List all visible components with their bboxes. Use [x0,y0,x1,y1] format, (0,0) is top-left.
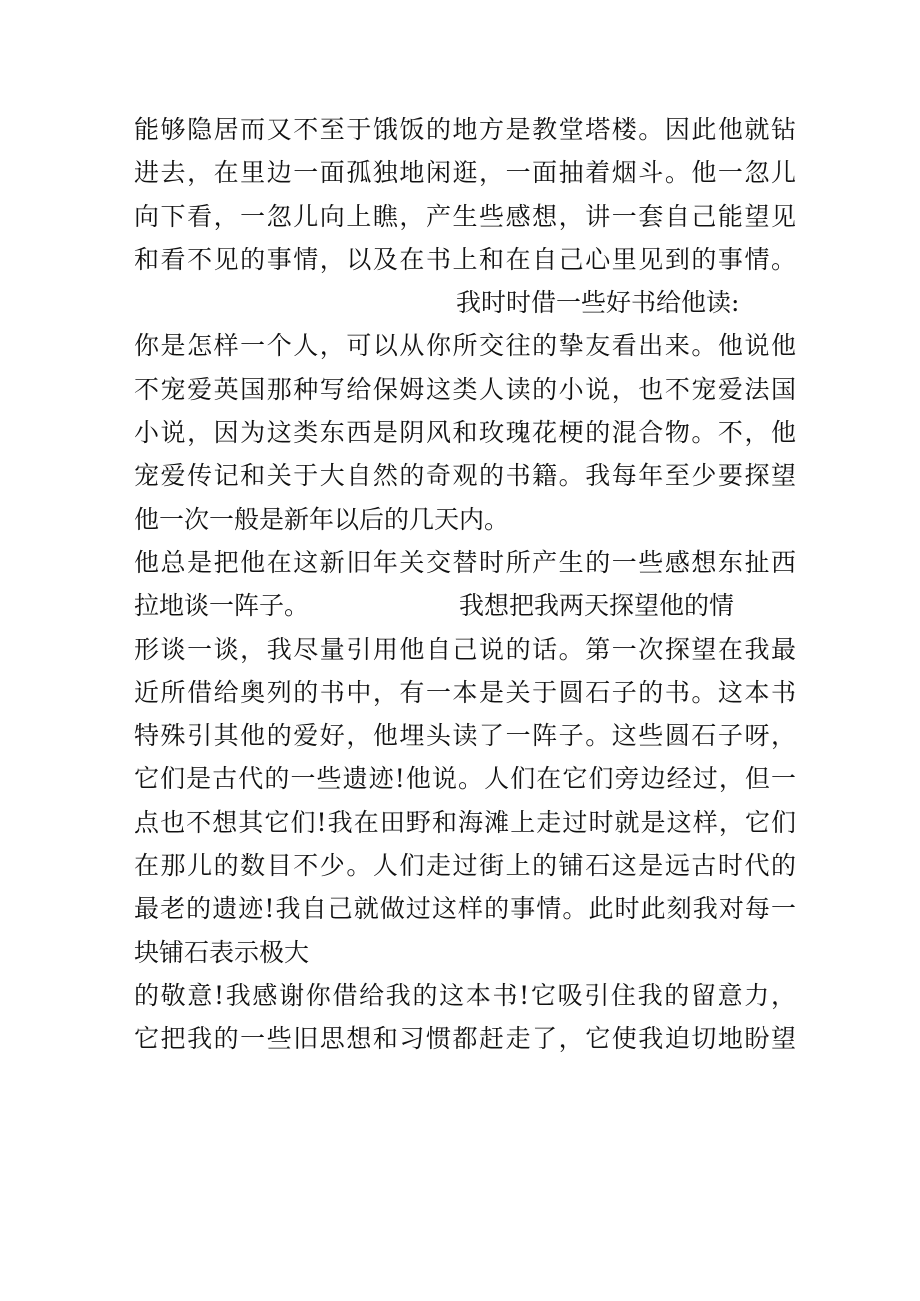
text-line: 在那儿的数目不少。人们走过街上的铺石这是远古时代的 [134,851,796,881]
text-fragment: 拉地谈一阵子。 [134,591,310,621]
text-line: 特殊引其他的爱好，他埋头读了一阵子。这些圆石子呀， [134,721,796,751]
text-line: 最老的遗迹!我自己就做过这样的事情。此时此刻我对每一 [134,894,796,924]
text-line: 它把我的一些旧思想和习惯都赶走了，它使我迫切地盼望 [134,1024,796,1054]
text-line: 的敬意!我感谢你借给我的这本书!它吸引住我的留意力， [134,980,796,1010]
text-line: 向下看，一忽儿向上瞧，产生些感想，讲一套自己能望见 [134,201,796,231]
text-line: 他总是把他在这新旧年关交替时所产生的一些感想东扯西 [134,547,796,577]
text-line: 形谈一谈，我尽量引用他自己说的话。第一次探望在我最 [134,634,796,664]
text-line: 近所借给奥列的书中，有一本是关于圆石子的书。这本书 [134,677,796,707]
text-line: 块铺石表示极大 [134,937,310,967]
text-fragment: 我想把我两天探望他的情 [459,591,735,621]
text-line: 我时时借一些好书给他读: [456,288,740,318]
text-line: 你是怎样一个人，可以从你所交往的挚友看出来。他说他 [134,331,796,361]
text-line: 小说，因为这类东西是阴风和玫瑰花梗的混合物。不，他 [134,418,796,448]
text-line: 和看不见的事情，以及在书上和在自己心里见到的事情。 [134,244,796,274]
text-line: 宠爱传记和关于大自然的奇观的书籍。我每年至少要探望 [134,461,796,491]
text-line: 不宠爱英国那种写给保姆这类人读的小说，也不宠爱法国 [134,374,796,404]
text-line: 它们是古代的一些遗迹!他说。人们在它们旁边经过，但一 [134,764,796,794]
text-line: 他一次一般是新年以后的几天内。 [134,504,510,534]
text-line-split [134,584,796,627]
text-line: 点也不想其它们!我在田野和海滩上走过时就是这样，它们 [134,807,796,837]
text-line: 能够隐居而又不至于饿饭的地方是教堂塔楼。因此他就钻 [134,115,796,144]
body-text [134,108,796,1061]
text-line: 进去，在里边一面孤独地闲逛，一面抽着烟斗。他一忽儿 [134,158,796,188]
